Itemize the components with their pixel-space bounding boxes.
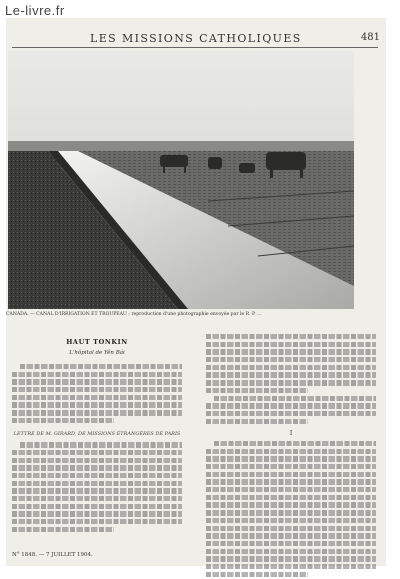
running-header	[6, 32, 386, 46]
continuation-paragraph	[206, 334, 376, 393]
article-subtitle: L'hôpital de Yên Bái	[69, 350, 125, 356]
page-number: 481	[360, 32, 380, 43]
issue-footer: N° 1848. — 7 JUILLET 1904.	[12, 552, 93, 558]
closing-paragraph	[206, 396, 376, 424]
book-page	[6, 18, 386, 566]
left-column	[12, 330, 182, 534]
right-column	[206, 330, 376, 579]
body-paragraph	[12, 442, 182, 532]
journal-title: LES MISSIONS CATHOLIQUES	[90, 32, 302, 45]
photo-caption: CANADA. — CANAL D'IRRIGATION ET TROUPEAU ; reproduction d'une photographie envoyée par le R. P. …	[6, 312, 262, 317]
article-title: HAUT TONKIN	[66, 338, 128, 346]
letter-heading: LETTRE DE M. GIRARD, DE MISSIONS ÉTRANGÈRES DE PARIS	[13, 431, 181, 438]
watermark: Le-livre.fr	[5, 3, 65, 18]
header-rule	[12, 47, 378, 48]
section-numeral: I	[289, 429, 293, 437]
section-one-paragraph	[206, 441, 376, 577]
photograph-irrigation-canal	[8, 51, 354, 309]
intro-paragraph	[12, 364, 182, 423]
